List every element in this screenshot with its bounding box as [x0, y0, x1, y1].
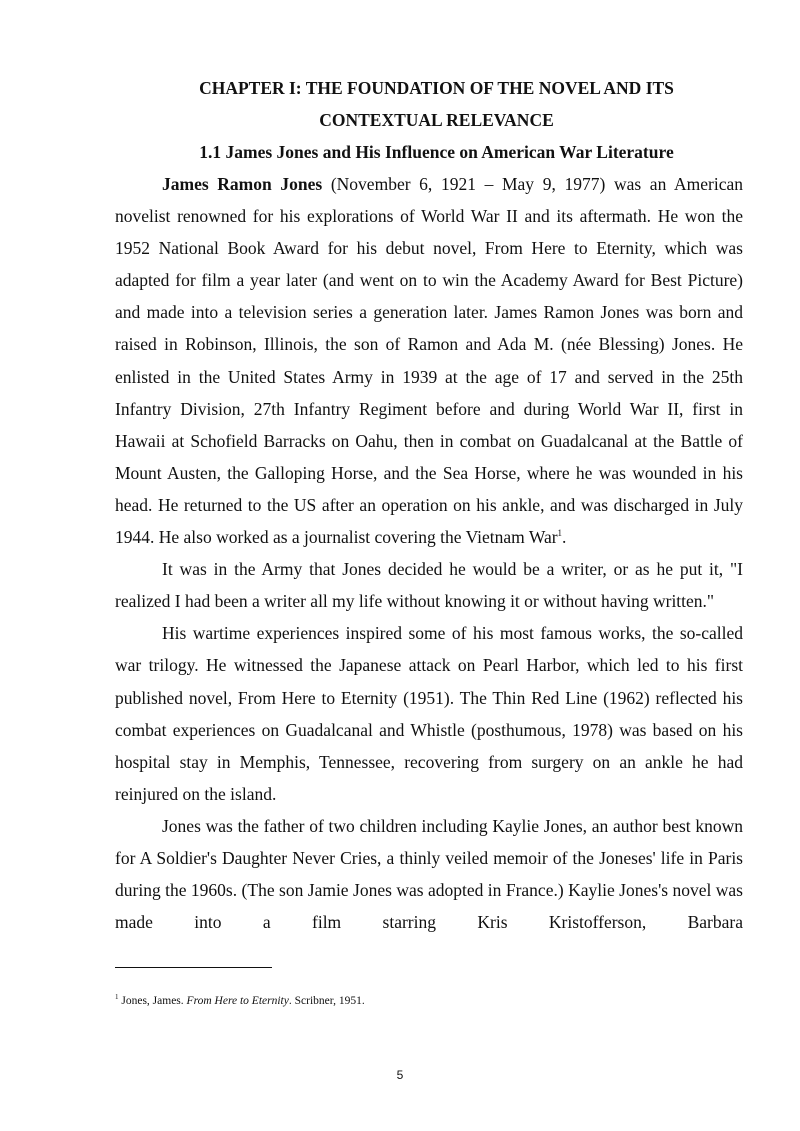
chapter-title: [115, 72, 743, 136]
footnote-title: From Here to Eternity: [186, 995, 289, 1007]
chapter-title-line2: CONTEXTUAL RELEVANCE: [319, 110, 554, 130]
paragraph-4: Jones was the father of two children including Kaylie Jones, an author best known for A Soldier's Daughter Never Cries, a thinly veiled memoir of the Joneses' life in Paris during the 1960s. (The son Jamie Jones was adopted in France.) Kaylie Jones's novel was made into a film starring Kris Kristofferson, Barbara: [115, 815, 743, 933]
footnote-separator: [115, 967, 272, 968]
footnote-reference[interactable]: 1: [557, 528, 563, 539]
document-page: [115, 72, 743, 938]
page-number: 5: [396, 1068, 404, 1082]
subject-name: James Ramon Jones: [162, 174, 323, 194]
section-heading: 1.1 James Jones and His Influence on American War Literature: [199, 142, 674, 162]
footnote: [115, 993, 365, 1009]
paragraph-3: His wartime experiences inspired some of his most famous works, the so-called war trilogy. He witnessed the Japanese attack on Pearl Harbor, which led to his first published novel, From Here to Eternity (1951). The Thin Red Line (1962) reflected his combat experiences on Guadalcanal and Whistle (posthumous, 1978) was based on his hospital stay in Memphis, Tennessee, recovering from surgery on an ankle he had reinjured on the island.: [115, 623, 743, 804]
chapter-title-line1: CHAPTER I: THE FOUNDATION OF THE NOVEL AND ITS: [199, 78, 674, 98]
footnote-author: Jones, James.: [118, 995, 187, 1007]
paragraph-1-end: .: [562, 527, 567, 548]
paragraph-2: It was in the Army that Jones decided he would be a writer, or as he put it, "I realized I had been a writer all my life without knowing it or without having written.": [115, 559, 743, 612]
paragraph-1-text: (November 6, 1921 – May 9, 1977) was an American novelist renowned for his explorations of World War II and its aftermath. He won the 1952 National Book Award for his debut novel, From Here to Eternity, which was adapted for film a year later (and went on to win the Academy Award for Best Picture) and made into a television series a generation later. James Ramon Jones was born and raised in Robinson, Illinois, the son of Ramon and Ada M. (née Blessing) Jones. He enlisted in the United States Army in 1939 at the age of 17 and served in the 25th Infantry Division, 27th Infantry Regiment before and during World War II, first in Hawaii at Schofield Barracks on Oahu, then in combat on Guadalcanal at the Battle of Mount Austen, the Galloping Horse, and the Sea Horse, where he was wounded in his head. He returned to the US after an operation on his ankle, and was discharged in July 1944. He also worked as a journalist covering the Vietnam War: [115, 174, 743, 548]
footnote-publisher: . Scribner, 1951.: [288, 995, 365, 1007]
paragraph-1: [115, 168, 743, 553]
footnote-marker: 1: [115, 993, 119, 1002]
